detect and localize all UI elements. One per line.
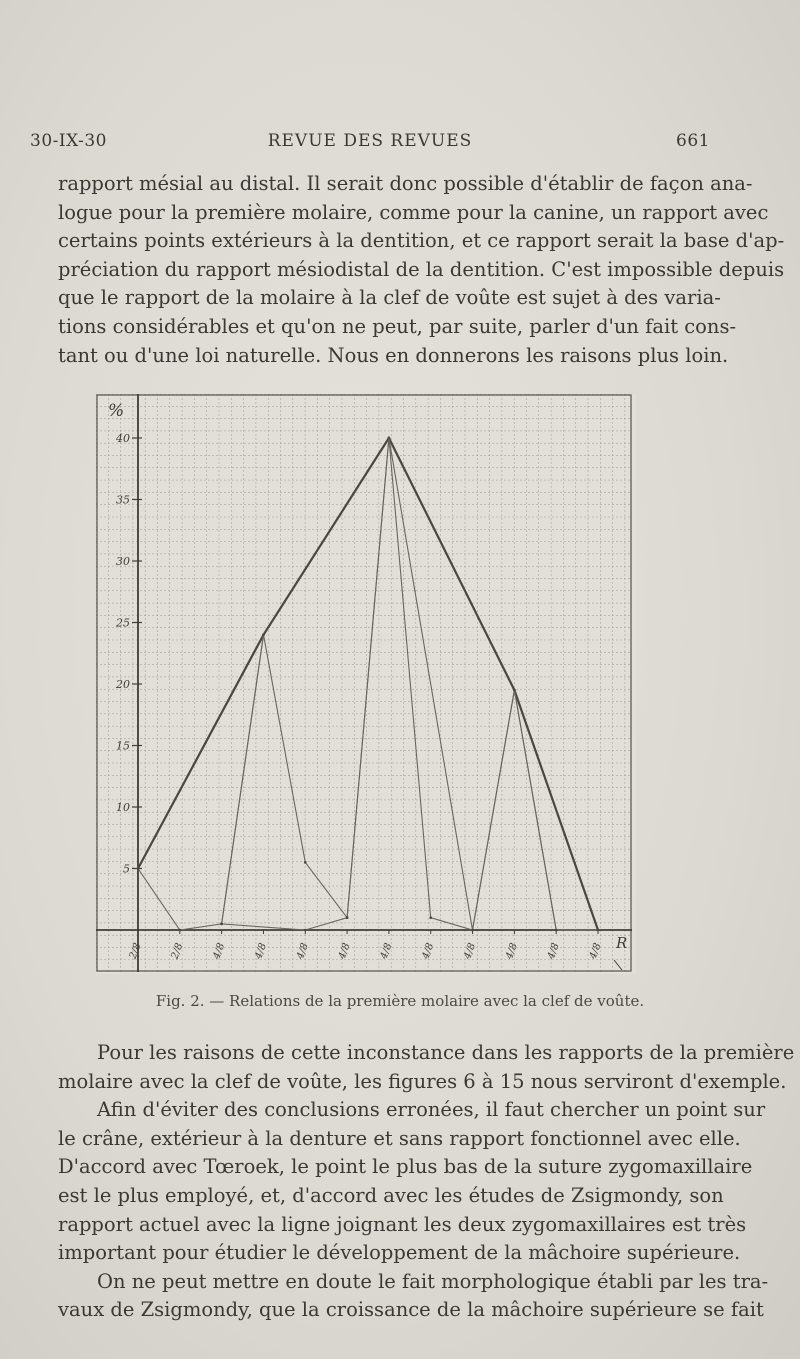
y-tick-label: 20	[116, 678, 130, 691]
text-line: Afin d'éviter des conclusions erronées, il faut chercher un point sur	[97, 1098, 766, 1122]
paragraph-1	[58, 170, 785, 370]
text-line: est le plus employé, et, d'accord avec les études de Zsigmondy, son	[58, 1183, 724, 1207]
header-journal-title: REVUE DES REVUES	[267, 131, 473, 151]
chart-svg	[96, 394, 636, 984]
x-tick-label: 4/8	[462, 941, 479, 961]
y-tick-label: 40	[116, 432, 130, 445]
y-tick-label: 5	[123, 862, 130, 876]
data-point	[555, 929, 558, 932]
data-point	[179, 929, 182, 932]
data-point	[304, 929, 307, 932]
text-line: que le rapport de la molaire à la clef de voûte est sujet à des varia-	[58, 286, 721, 310]
y-tick-label: 30	[116, 555, 130, 568]
text-line: tant ou d'une loi naturelle. Nous en donnerons les raisons plus loin.	[58, 343, 729, 367]
data-point	[513, 689, 516, 692]
data-point	[346, 916, 349, 919]
x-axis-end-label: R	[616, 934, 628, 952]
text-line: logue pour la première molaire, comme pour la canine, un rapport avec	[58, 200, 769, 224]
data-point	[137, 867, 140, 870]
x-tick-label: 4/8	[378, 941, 395, 961]
data-point	[262, 634, 265, 637]
running-header	[30, 131, 710, 155]
text-line: molaire avec la clef de voûte, les figures 6 à 15 nous serviront d'exemple.	[58, 1069, 787, 1093]
x-tick-label: 4/8	[253, 941, 270, 961]
y-tick-label: 35	[116, 493, 130, 507]
text-line: rapport mésial au distal. Il serait donc possible d'établir de façon ana-	[58, 172, 753, 195]
x-tick-label: 4/8	[587, 941, 604, 961]
text-line: le crâne, extérieur à la denture et sans rapport fonctionnel avec elle.	[58, 1126, 741, 1150]
text-line: D'accord avec Tœroek, le point le plus bas de la suture zygomaxillaire	[58, 1155, 753, 1179]
data-point	[597, 929, 600, 932]
header-date: 30-IX-30	[30, 131, 107, 151]
x-tick-label: 4/8	[504, 941, 520, 961]
text-line: Pour les raisons de cette inconstance dans les rapports de la première	[97, 1041, 795, 1064]
figure-caption: Fig. 2. — Relations de la première molaire avec la clef de voûte.	[155, 992, 645, 1010]
text-line: rapport actuel avec la ligne joignant les deux zygomaxillaires est très	[58, 1212, 747, 1236]
x-tick-label: 4/8	[336, 941, 353, 961]
data-point	[220, 923, 223, 926]
y-tick-label: 25	[116, 616, 130, 630]
chart-background	[96, 394, 636, 974]
data-point	[471, 929, 474, 932]
x-tick-label: 4/8	[420, 941, 437, 961]
data-point	[429, 916, 432, 919]
y-tick-label: 15	[116, 739, 130, 753]
y-axis-label: %	[108, 401, 125, 421]
text-line: important pour étudier le développement de la mâchoire supérieure.	[58, 1241, 741, 1265]
text-line: préciation du rapport mésiodistal de la dentition. C'est impossible depuis	[58, 257, 785, 281]
x-tick-label: 2/8	[169, 941, 186, 961]
x-tick-label: 4/8	[295, 941, 311, 961]
text-line: vaux de Zsigmondy, que la croissance de la mâchoire supérieure se fait	[58, 1298, 764, 1322]
text-line: On ne peut mettre en doute le fait morphologique établi par les tra-	[97, 1269, 769, 1293]
text-line: certains points extérieurs à la dentition, et ce rapport serait la base d'ap-	[58, 229, 785, 253]
data-point	[388, 437, 391, 440]
y-tick-label: 10	[116, 801, 130, 814]
x-tick-label: 4/8	[545, 941, 562, 961]
paragraph-2	[58, 1039, 795, 1325]
x-tick-label: 4/8	[211, 941, 228, 961]
data-point	[304, 861, 307, 864]
page-number: 661	[676, 131, 710, 151]
figure-chart	[96, 394, 636, 984]
x-tick-label: 2/8	[127, 941, 144, 961]
text-line: tions considérables et qu'on ne peut, par suite, parler d'un fait cons-	[58, 314, 737, 338]
